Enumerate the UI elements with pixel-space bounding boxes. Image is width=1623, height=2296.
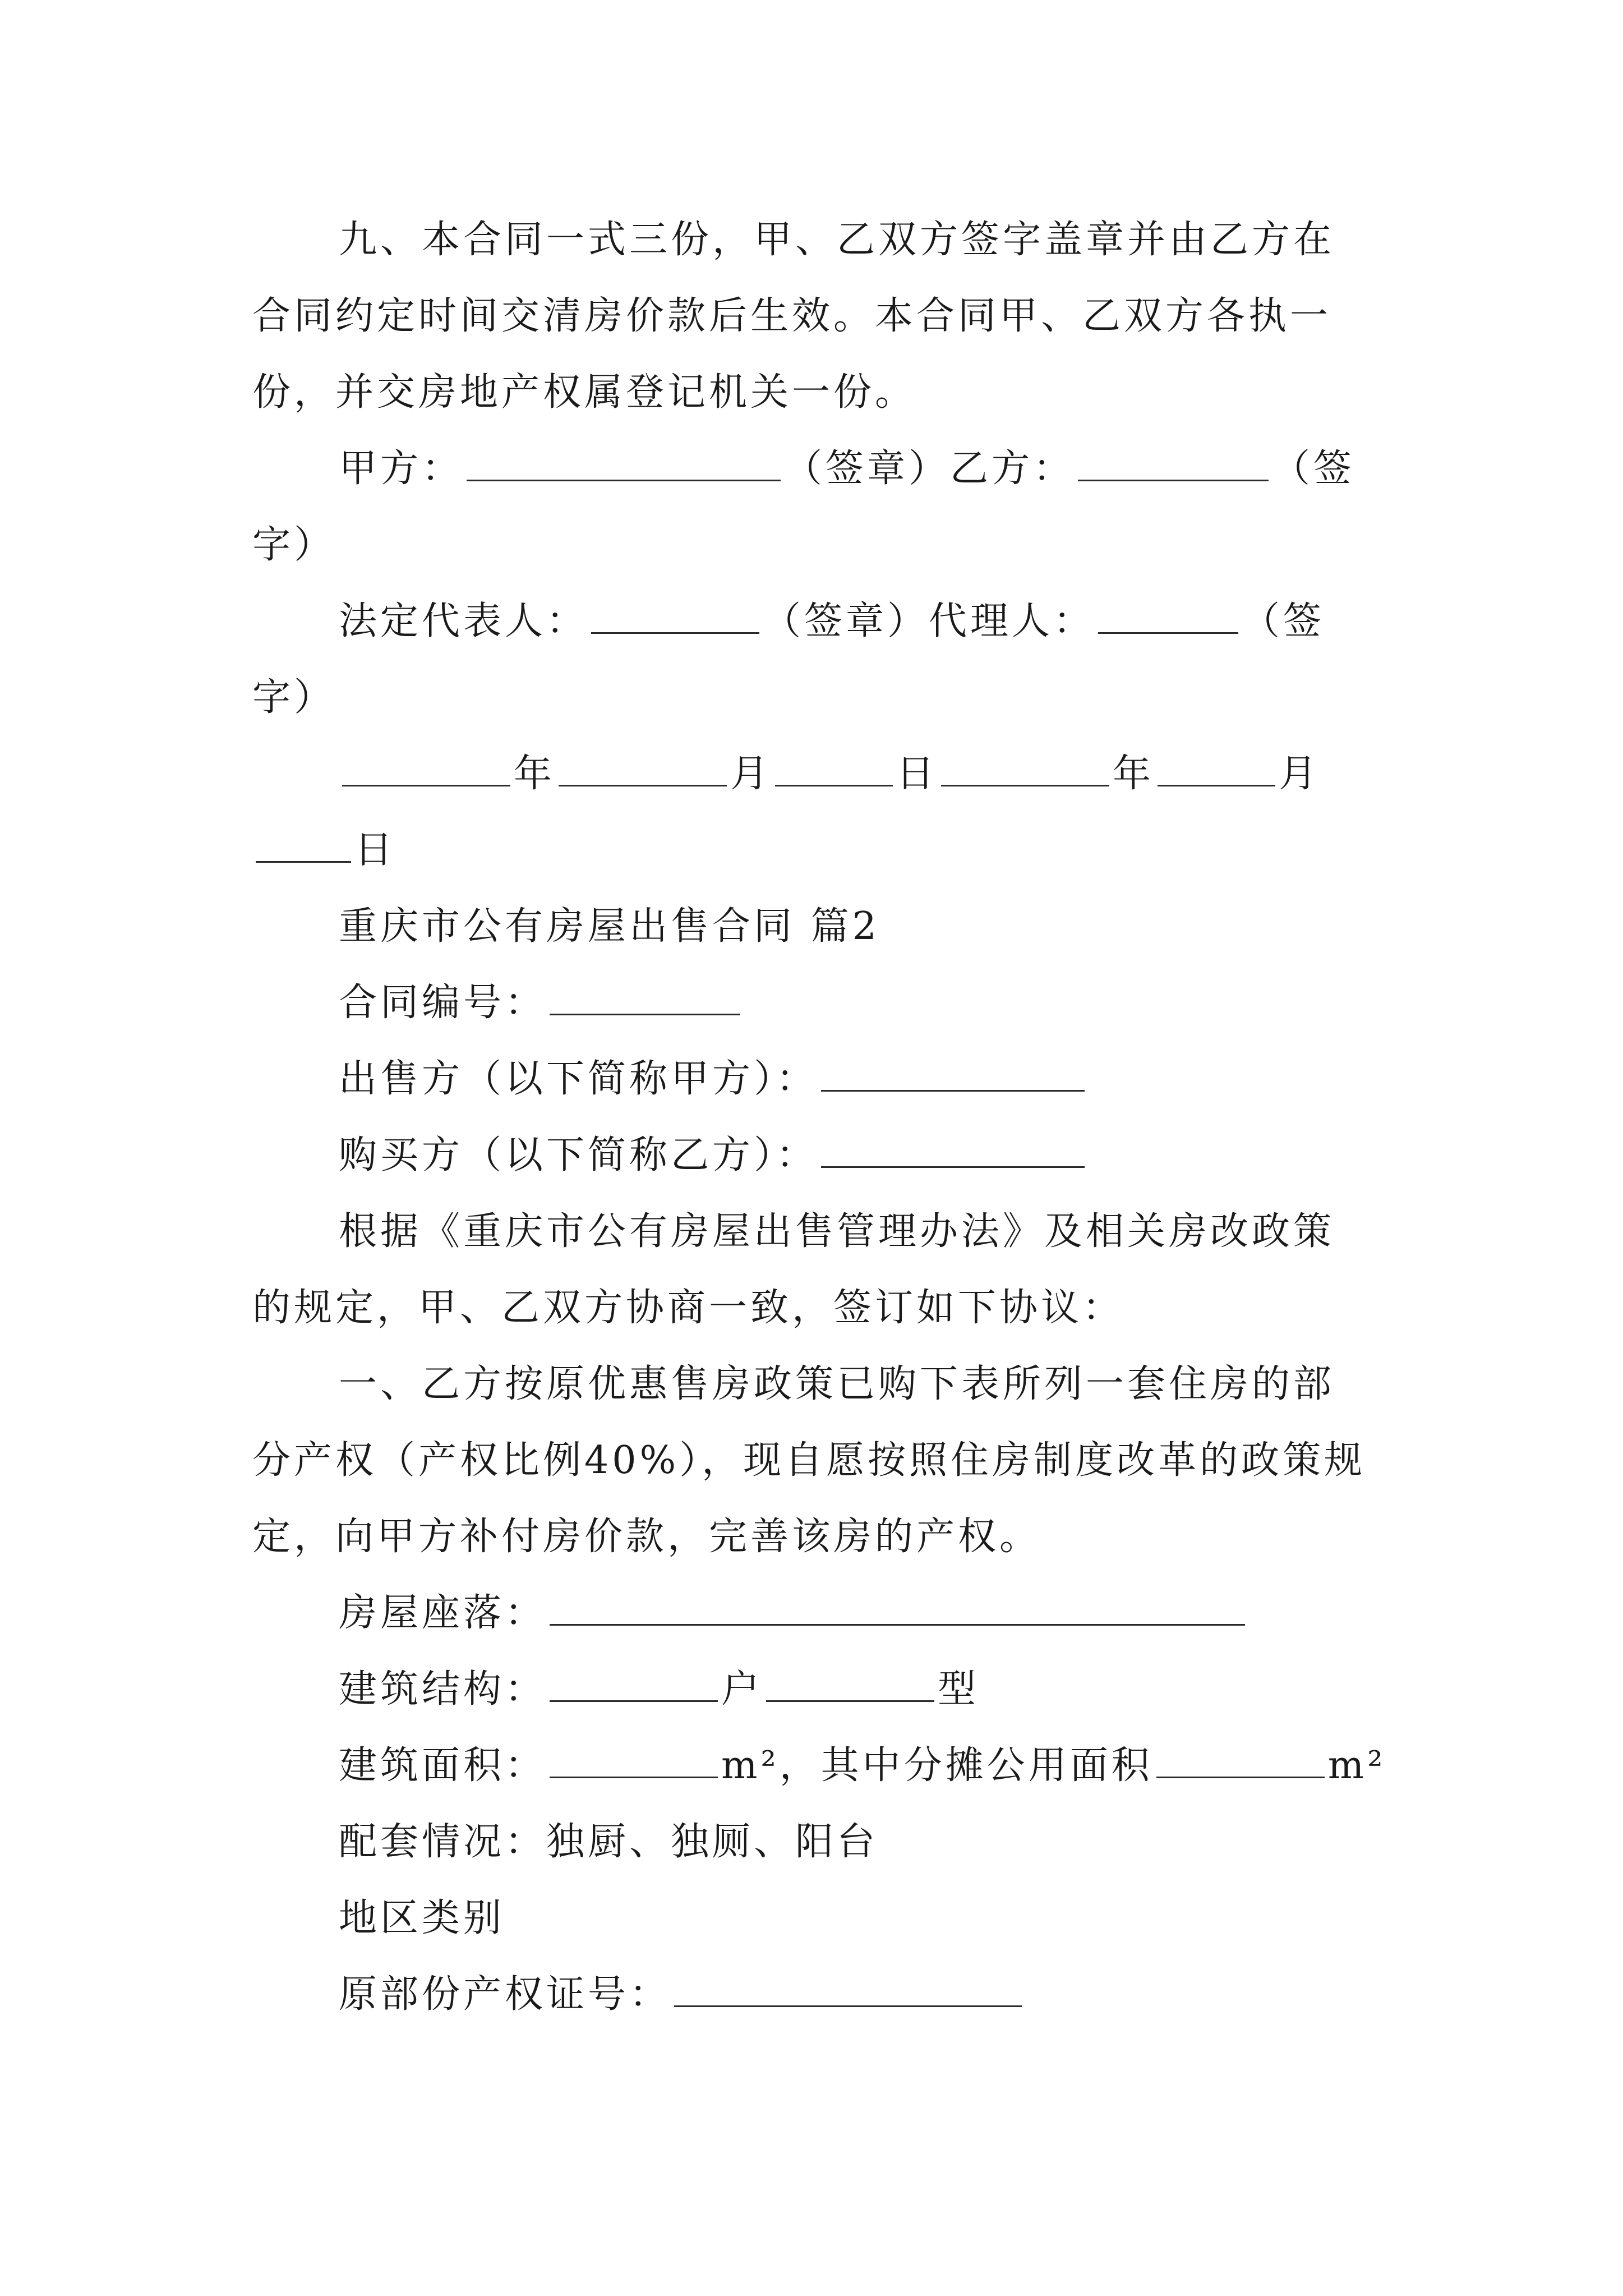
party-b-label: 乙方： — [950, 447, 1075, 491]
area-blank[interactable] — [550, 1745, 718, 1778]
area-shared-label: ，其中分摊公用面积 — [779, 1743, 1153, 1788]
structure-unit-1: 户 — [721, 1667, 763, 1711]
legal-rep-label: 法定代表人： — [339, 599, 588, 643]
clause-9: 九、本合同一式三份，甲、乙双方签字盖章并由乙方在合同约定时间交清房价款后生效。本合同甲、乙双方各执一份，并交房地产权属登记机关一份。 — [252, 218, 1335, 415]
location-blank[interactable] — [550, 1593, 1245, 1626]
structure-label: 建筑结构： — [339, 1667, 547, 1711]
facilities-line: 配套情况：独厨、独厕、阳台 — [339, 1820, 879, 1864]
area-label: 建筑面积： — [339, 1743, 547, 1788]
area-shared-unit: m² — [1327, 1743, 1386, 1788]
agent-label: 代理人： — [929, 599, 1095, 643]
certificate-label: 原部份产权证号： — [339, 1972, 671, 2017]
party-a-seal-label: （签章） — [784, 447, 951, 491]
seller-label: 出售方（以下简称甲方）： — [339, 1057, 818, 1101]
region-line: 地区类别 — [339, 1896, 505, 1940]
party-a-blank[interactable] — [467, 448, 781, 481]
section-2-title: 重庆市公有房屋出售合同 篇2 — [339, 904, 880, 949]
seller-blank[interactable] — [821, 1059, 1085, 1092]
structure-blank-1[interactable] — [550, 1669, 718, 1702]
contract-number-line — [252, 965, 1374, 1041]
area-line — [252, 1728, 1386, 1804]
date-b-month-blank[interactable] — [1158, 753, 1275, 786]
seller-line — [252, 1041, 1374, 1117]
date-a-day-label: 日 — [896, 752, 938, 796]
buyer-label: 购买方（以下简称乙方）： — [339, 1133, 818, 1177]
structure-line — [252, 1651, 1374, 1728]
date-b-day-label: 日 — [354, 828, 396, 872]
location-label: 房屋座落： — [339, 1591, 547, 1635]
date-a-year-blank[interactable] — [342, 753, 510, 786]
date-a-month-label: 月 — [730, 752, 772, 796]
party-b-blank[interactable] — [1078, 448, 1269, 481]
certificate-blank[interactable] — [674, 1974, 1022, 2007]
certificate-line — [252, 1957, 1374, 2033]
date-line — [252, 736, 1374, 889]
contract-number-blank[interactable] — [550, 982, 740, 1015]
date-a-month-blank[interactable] — [559, 753, 727, 786]
date-a-day-blank[interactable] — [775, 753, 893, 786]
representative-signature-line — [252, 583, 1374, 736]
buyer-blank[interactable] — [821, 1135, 1085, 1168]
structure-blank-2[interactable] — [766, 1669, 934, 1702]
buyer-line — [252, 1117, 1374, 1194]
location-line — [252, 1575, 1374, 1651]
date-a-year-label: 年 — [514, 752, 556, 796]
party-b-sign-label: （签字） — [252, 447, 1355, 567]
party-a-label: 甲方： — [339, 447, 464, 491]
date-b-year-label: 年 — [1113, 752, 1155, 796]
date-b-month-label: 月 — [1279, 752, 1321, 796]
area-unit: m² — [721, 1743, 780, 1788]
agent-blank[interactable] — [1098, 601, 1238, 634]
structure-unit-2: 型 — [938, 1667, 980, 1711]
agent-sign-label: （签字） — [252, 599, 1325, 720]
party-a-signature-line — [252, 431, 1374, 583]
legal-rep-blank[interactable] — [591, 601, 759, 634]
legal-rep-seal-label: （签章） — [763, 599, 929, 643]
clause-1: 一、乙方按原优惠售房政策已购下表所列一套住房的部分产权（产权比例40%），现自愿按照住房制度改革的政策规定，向甲方补付房价款，完善该房的产权。 — [252, 1362, 1366, 1559]
date-b-year-blank[interactable] — [941, 753, 1109, 786]
area-shared-blank[interactable] — [1156, 1745, 1325, 1778]
intro-paragraph: 根据《重庆市公有房屋出售管理办法》及相关房改政策的规定，甲、乙双方协商一致，签订如下协议： — [252, 1209, 1335, 1330]
contract-number-label: 合同编号： — [339, 981, 547, 1025]
date-b-day-blank[interactable] — [256, 830, 351, 863]
document-page — [252, 202, 1386, 2033]
